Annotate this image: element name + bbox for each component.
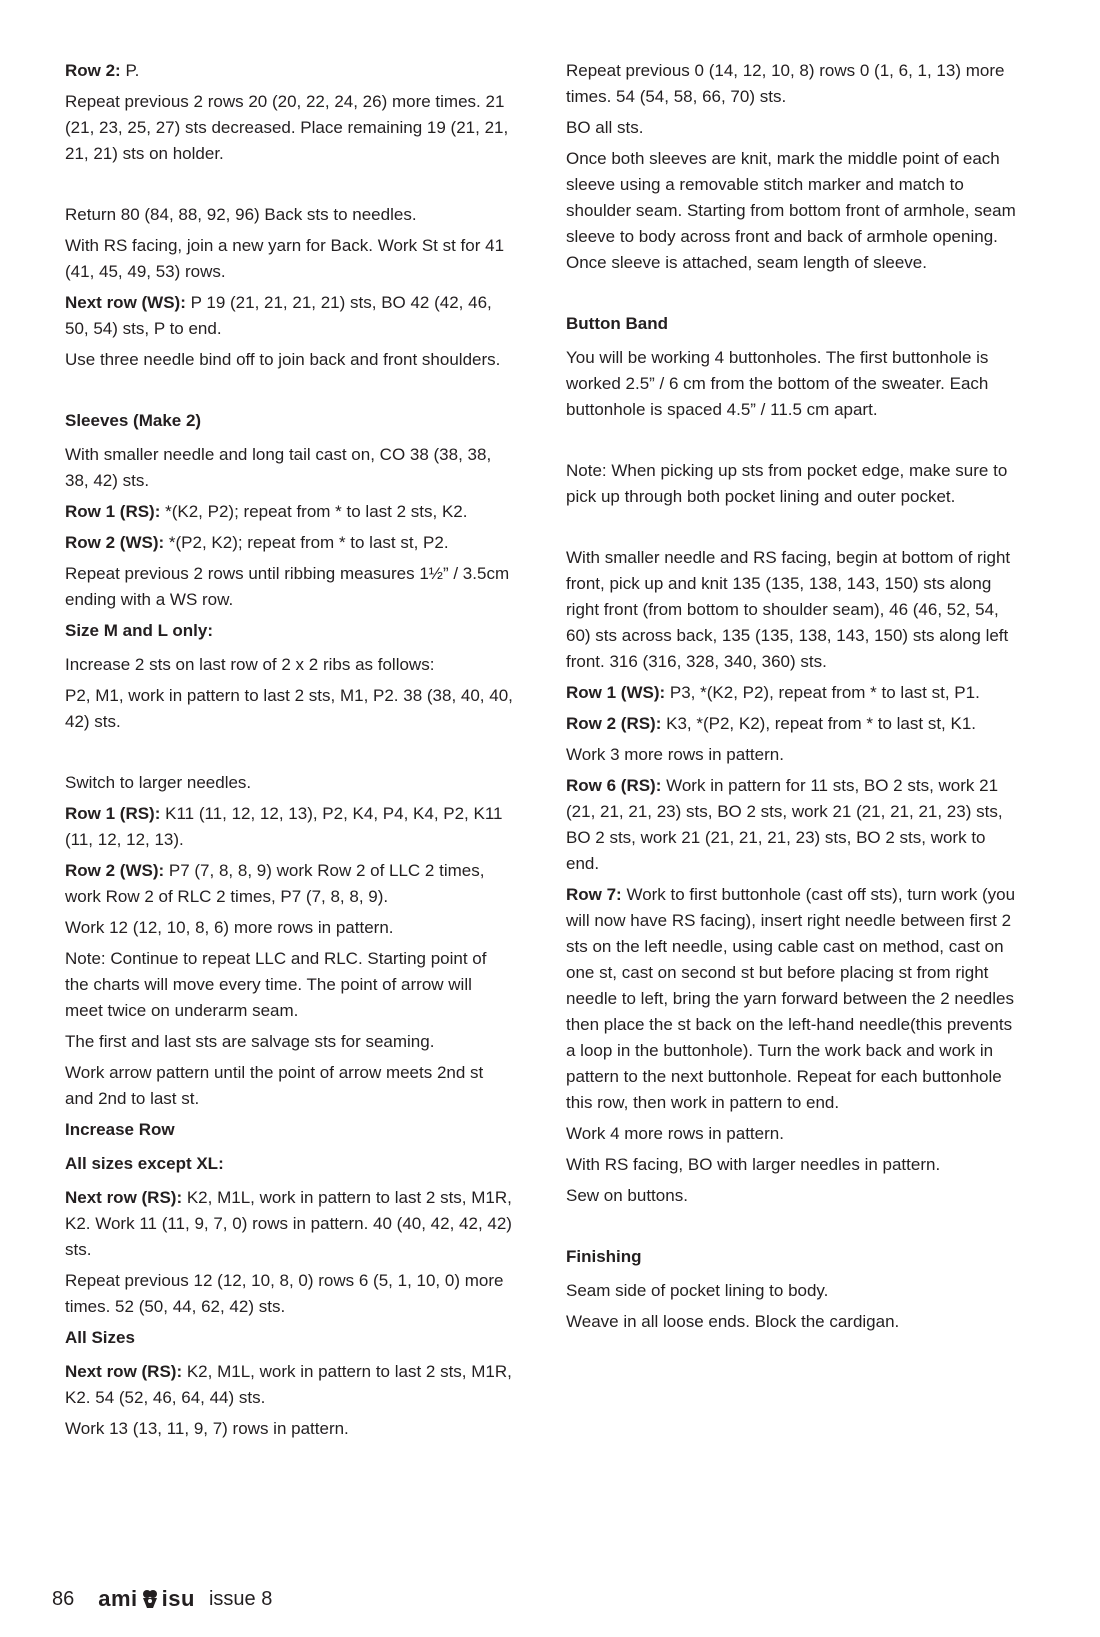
instruction-paragraph: You will be working 4 buttonholes. The first buttonhole is worked 2.5” / 6 cm from the bottom of the sweater. Each buttonhole is spaced 4.5” / 11.5 cm apart. [566, 348, 989, 419]
note-paragraph: Note: When picking up sts from pocket edge, make sure to pick up through both pocket lining and outer pocket. [566, 461, 1008, 506]
instruction-paragraph: With RS facing, join a new yarn for Back. Work St st for 41 (41, 45, 49, 53) rows. [65, 236, 505, 281]
instruction-paragraph: Work 4 more rows in pattern. [566, 1124, 784, 1143]
instruction-paragraph: Work 3 more rows in pattern. [566, 745, 784, 764]
instruction-row2: Row 2 (RS): K3, *(P2, K2), repeat from * to last st, K1. [566, 714, 977, 733]
instruction-row6: Row 6 (RS): Work in pattern for 11 sts, BO 2 sts, work 21 (21, 21, 21, 23) sts, BO 2 sts, work 21 (21, 21, 21, 23) sts, BO 2 sts, work 21 (21, 21, 21, 23) sts, BO 2 sts, work to end. [566, 776, 1003, 873]
instruction-paragraph: Use three needle bind off to join back and front shoulders. [65, 350, 501, 369]
page-number: 86 [52, 1587, 75, 1610]
issue-label: issue 8 [208, 1587, 273, 1610]
instruction-paragraph: Work arrow pattern until the point of arrow meets 2nd st and 2nd to last st. [65, 1063, 484, 1108]
section-heading-button-band: Button Band [566, 314, 668, 333]
instruction-row2: Row 2 (WS): *(P2, K2); repeat from * to last st, P2. [65, 533, 449, 552]
instruction-paragraph: Repeat previous 2 rows until ribbing measures 1½” / 3.5cm ending with a WS row. [65, 564, 510, 609]
instruction-paragraph: Return 80 (84, 88, 92, 96) Back sts to needles. [65, 205, 417, 224]
instruction-paragraph: Switch to larger needles. [65, 773, 252, 792]
instruction-row7: Row 7: Work to first buttonhole (cast off sts), turn work (you will now have RS facing), insert right needle between first 2 sts on the left needle, using cable cast on method, cast on one st, cast on second st but before placing st from right needle to left, bring the yarn forward between the 2 needles then place the st back on the left-hand needle(this prevents a loop in the buttonhole). Turn the work back and work in pattern to the next buttonhole. Repeat for each buttonhole this row, then work in pattern to end. [566, 885, 1016, 1112]
section-heading-all-sizes: All Sizes [65, 1328, 135, 1347]
instruction-paragraph: With RS facing, BO with larger needles in pattern. [566, 1155, 941, 1174]
instruction-paragraph: With smaller needle and long tail cast on, CO 38 (38, 38, 38, 42) sts. [65, 445, 492, 490]
instruction-paragraph: BO all sts. [566, 118, 644, 137]
section-heading-sleeves: Sleeves (Make 2) [65, 411, 202, 430]
section-heading-increase: Increase Row [65, 1120, 175, 1139]
instruction-paragraph: Sew on buttons. [566, 1186, 688, 1205]
instruction-row1: Row 1 (RS): K11 (11, 12, 12, 13), P2, K4, P4, K4, P2, K11 (11, 12, 12, 13). [65, 804, 503, 849]
instruction-row2: Row 2 (WS): P7 (7, 8, 8, 9) work Row 2 of LLC 2 times, work Row 2 of RLC 2 times, P7 (7, 8, 8, 9). [65, 861, 485, 906]
instruction-paragraph: Work 13 (13, 11, 9, 7) rows in pattern. [65, 1419, 349, 1438]
note-paragraph: Note: Continue to repeat LLC and RLC. Starting point of the charts will move every time. The point of arrow will meet twice on underarm seam. [65, 949, 487, 1020]
magazine-logo: ami isu [98, 1586, 195, 1611]
instruction-paragraph: The first and last sts are salvage sts for seaming. [65, 1032, 435, 1051]
instruction-next-row: Next row (RS): K2, M1L, work in pattern to last 2 sts, M1R, K2. Work 11 (11, 9, 7, 0) rows in pattern. 40 (40, 42, 42, 42) sts. [65, 1188, 512, 1259]
instruction-paragraph: P2, M1, work in pattern to last 2 sts, M1, P2. 38 (38, 40, 40, 42) sts. [65, 686, 513, 731]
section-heading-size: Size M and L only: [65, 621, 213, 640]
page-footer [52, 1583, 272, 1615]
instruction-paragraph: Seam side of pocket lining to body. [566, 1281, 829, 1300]
instruction-paragraph: Repeat previous 12 (12, 10, 8, 0) rows 6 (5, 1, 10, 0) more times. 52 (50, 44, 62, 42) sts. [65, 1271, 504, 1316]
instruction-paragraph: Weave in all loose ends. Block the cardigan. [566, 1312, 900, 1331]
right-column [566, 58, 1016, 1340]
instruction-paragraph: Work 12 (12, 10, 8, 6) more rows in pattern. [65, 918, 394, 937]
instruction-row1: Row 1 (WS): P3, *(K2, P2), repeat from * to last st, P1. [566, 683, 980, 702]
instruction-paragraph: Repeat previous 0 (14, 12, 10, 8) rows 0 (1, 6, 1, 13) more times. 54 (54, 58, 66, 70) sts. [566, 61, 1005, 106]
instruction-paragraph: With smaller needle and RS facing, begin at bottom of right front, pick up and knit 135 (135, 138, 143, 150) sts along right front (from bottom to shoulder seam), 46 (46, 52, 54, 60) sts across back, 135 (135, 138, 143, 150) sts along left front. 316 (316, 328, 340, 360) sts. [566, 548, 1011, 671]
instruction-next-row: Next row (WS): P 19 (21, 21, 21, 21) sts, BO 42 (42, 46, 50, 54) sts, P to end. [65, 293, 492, 338]
instruction-row2: Row 2: P. [65, 61, 140, 80]
instruction-paragraph: Repeat previous 2 rows 20 (20, 22, 24, 26) more times. 21 (21, 23, 25, 27) sts decreased. Place remaining 19 (21, 21, 21, 21) sts on holder. [65, 92, 509, 163]
sheep-icon [139, 1588, 161, 1610]
instruction-row1: Row 1 (RS): *(K2, P2); repeat from * to last 2 sts, K2. [65, 502, 468, 521]
instruction-paragraph: Once both sleeves are knit, mark the middle point of each sleeve using a removable stitch marker and match to shoulder seam. Starting from bottom front of armhole, seam sleeve to body across front and back of armhole opening. Once sleeve is attached, seam length of sleeve. [566, 149, 1016, 272]
section-heading-except-xl: All sizes except XL: [65, 1154, 224, 1173]
left-column [65, 58, 513, 1447]
instruction-next-row: Next row (RS): K2, M1L, work in pattern to last 2 sts, M1R, K2. 54 (52, 46, 64, 44) sts. [65, 1362, 512, 1407]
section-heading-finishing: Finishing [566, 1247, 642, 1266]
instruction-paragraph: Increase 2 sts on last row of 2 x 2 ribs as follows: [65, 655, 435, 674]
